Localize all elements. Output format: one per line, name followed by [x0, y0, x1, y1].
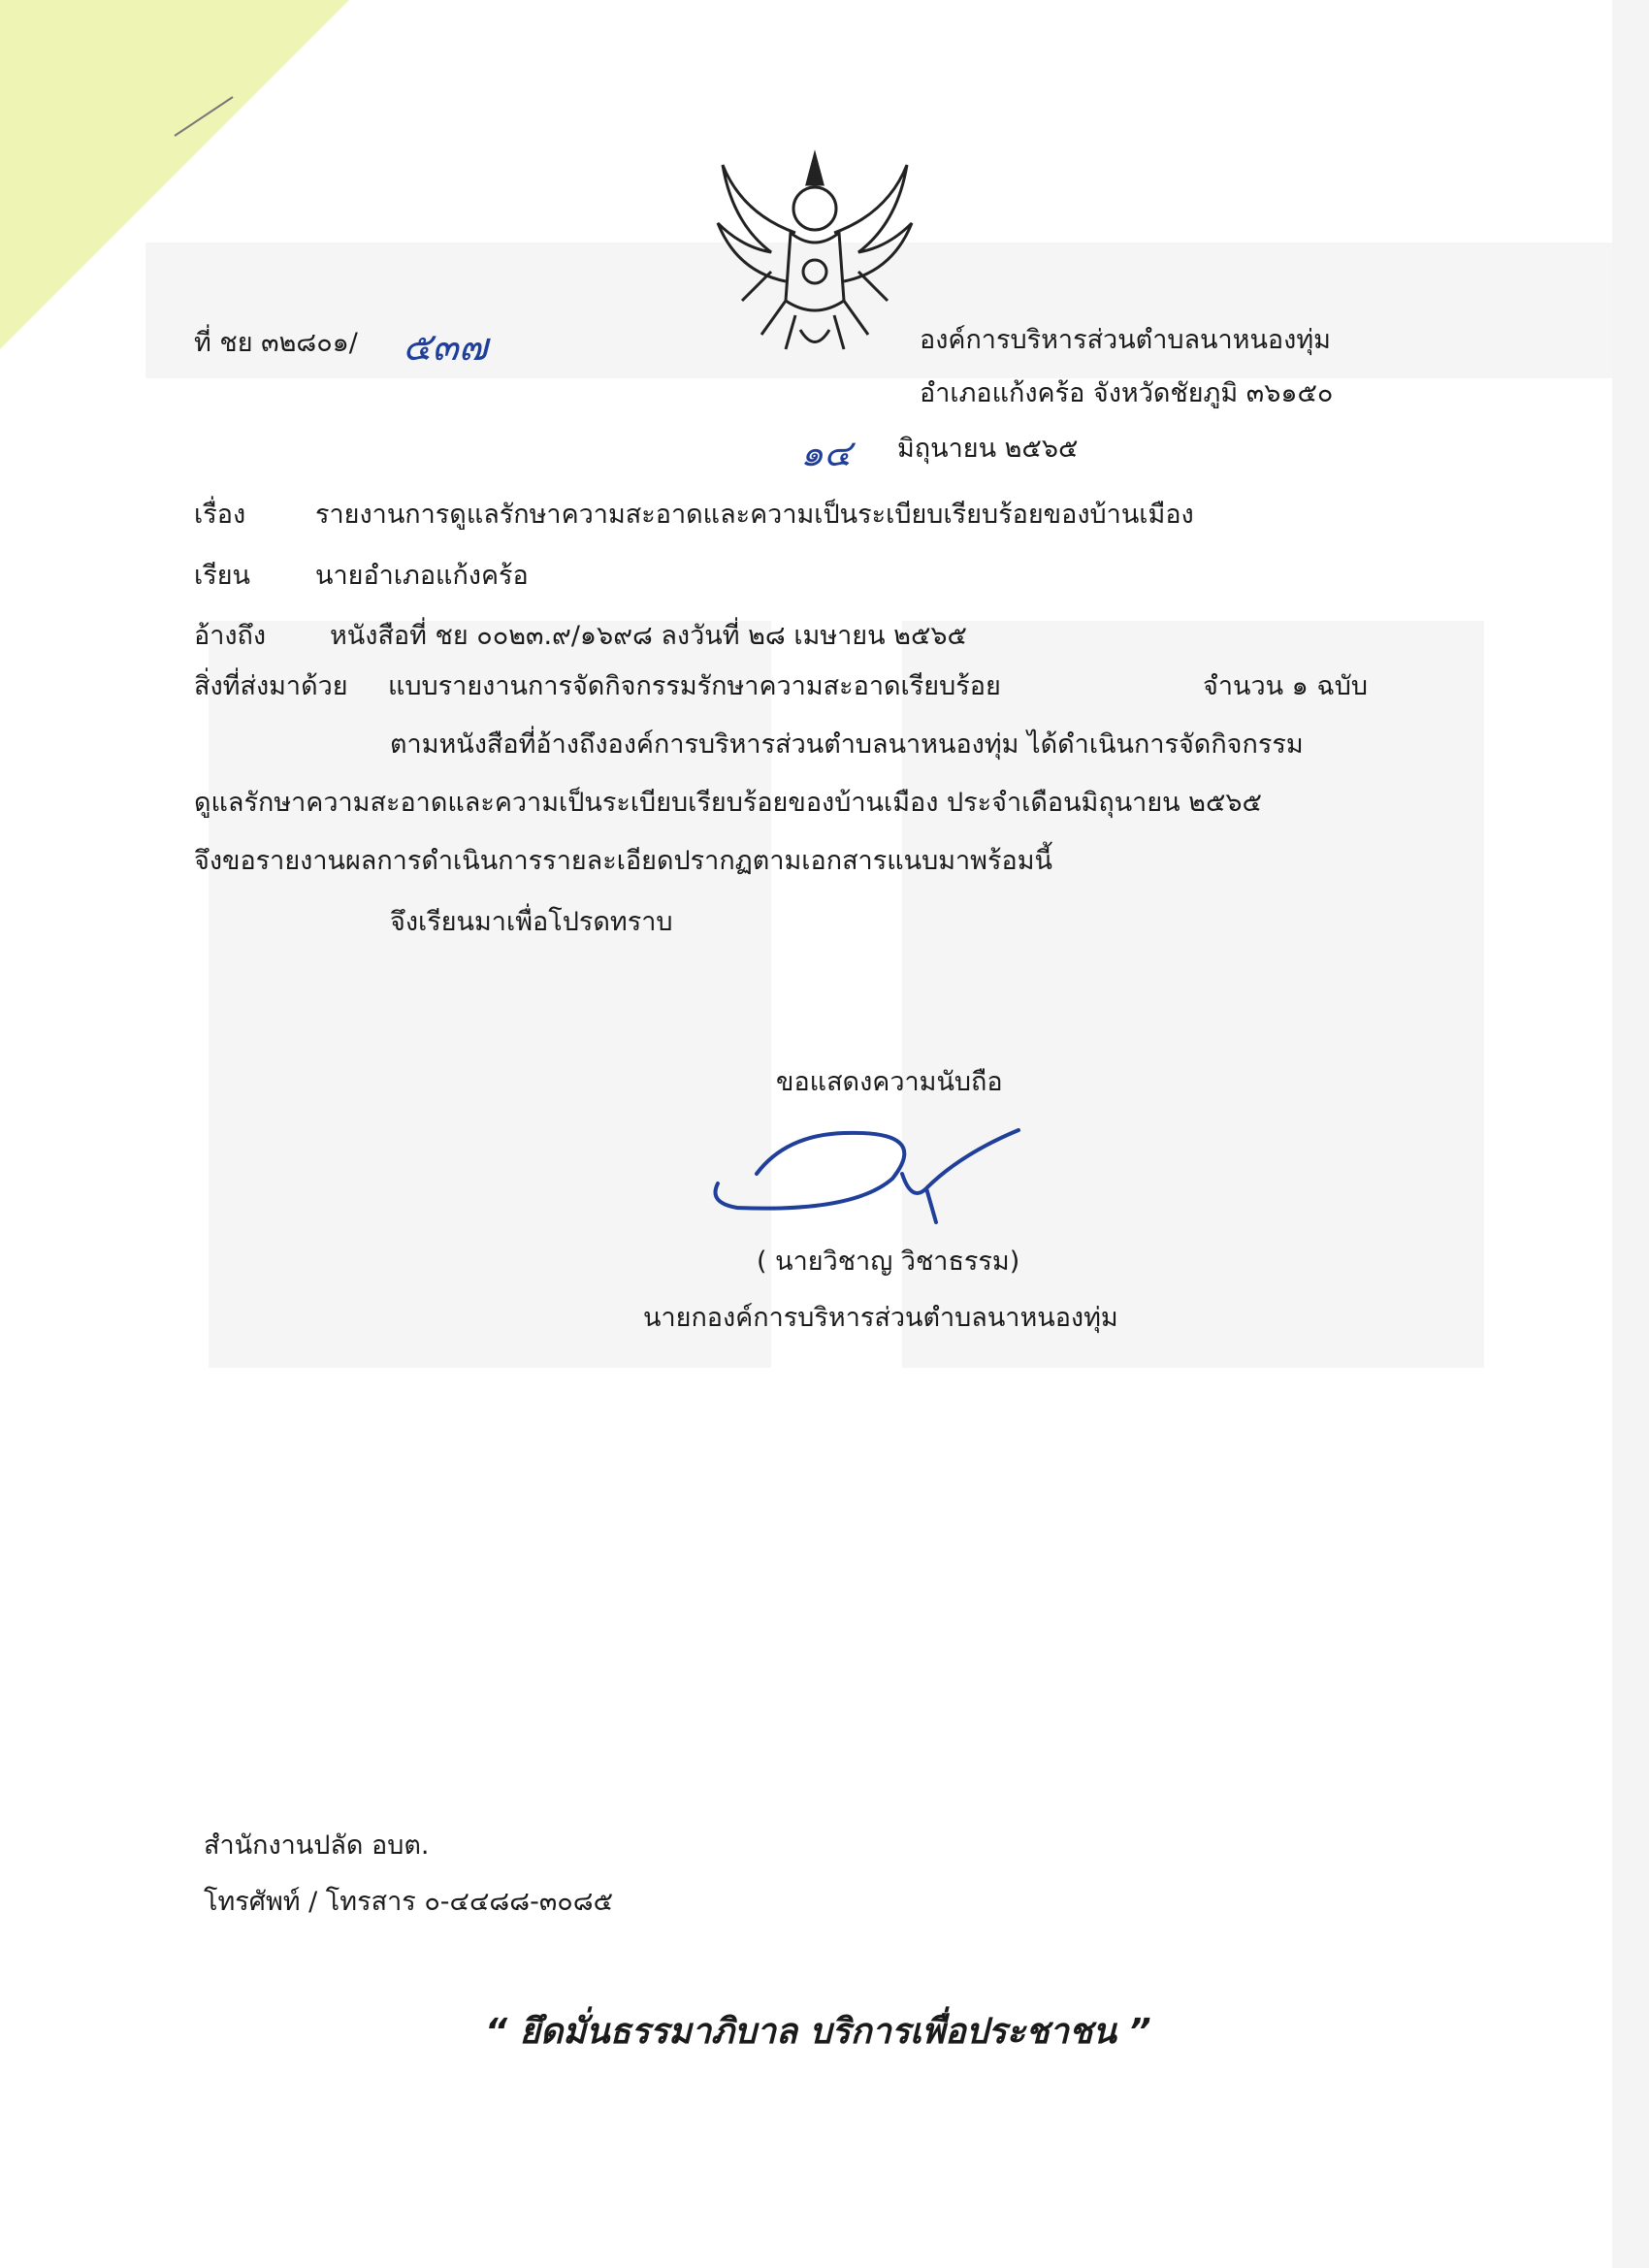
org-name: องค์การบริหารส่วนตำบลนาหนองทุ่ม — [920, 325, 1331, 355]
signer-position: นายกองค์การบริหารส่วนตำบลนาหนองทุ่ม — [643, 1303, 1118, 1333]
body-line-1: ตามหนังสือที่อ้างถึงองค์การบริหารส่วนตำบลนาหนองทุ่ม ได้ดำเนินการจัดกิจกรรม — [390, 729, 1304, 760]
reference-prefix: ที่ ชย ๓๒๘๐๑/ — [194, 328, 358, 358]
subject-text: รายงานการดูแลรักษาความสะอาดและความเป็นระเบียบเรียบร้อยของบ้านเมือง — [315, 500, 1194, 530]
closing-regards: ขอแสดงความนับถือ — [776, 1067, 1003, 1097]
corner-tab — [0, 0, 359, 359]
enclosure-count: จำนวน ๑ ฉบับ — [1203, 671, 1369, 701]
enclosure-text: แบบรายงานการจัดกิจกรรมรักษาความสะอาดเรียบร้อย — [388, 671, 1001, 701]
org-address: อำเภอแก้งคร้อ จังหวัดชัยภูมิ ๓๖๑๕๐ — [920, 378, 1334, 408]
garuda-emblem-icon — [703, 136, 926, 359]
to-text: นายอำเภอแก้งคร้อ — [315, 561, 529, 591]
reference-label: อ้างถึง — [194, 621, 267, 651]
date-month-year: มิถุนายน ๒๕๖๕ — [897, 434, 1079, 464]
page-right-edge — [1612, 0, 1649, 2268]
motto: “ ยึดมั่นธรรมาภิบาล บริการเพื่อประชาชน ” — [485, 2012, 1151, 2052]
subject-label: เรื่อง — [194, 500, 246, 530]
body-line-2: ดูแลรักษาความสะอาดและความเป็นระเบียบเรียบร้อยของบ้านเมือง ประจำเดือนมิถุนายน ๒๕๖๕ — [194, 788, 1262, 818]
signature-mark — [698, 1116, 1048, 1232]
office-phone: โทรศัพท์ / โทรสาร ๐-๔๔๘๘-๓๐๘๕ — [204, 1887, 614, 1917]
closing-request: จึงเรียนมาเพื่อโปรดทราบ — [390, 907, 673, 937]
handwritten-reference-number: ๕๓๗ — [403, 325, 488, 370]
reference-number — [194, 328, 358, 359]
signer-name: ( นายวิชาญ วิชาธรรม) — [757, 1247, 1020, 1277]
reference-text: หนังสือที่ ชย ๐๐๒๓.๙/๑๖๙๘ ลงวันที่ ๒๘ เมษายน ๒๕๖๕ — [330, 621, 967, 651]
body-line-3: จึงขอรายงานผลการดำเนินการรายละเอียดปรากฏตามเอกสารแนบมาพร้อมนี้ — [194, 846, 1052, 876]
to-label: เรียน — [194, 561, 251, 591]
office-name: สำนักงานปลัด อบต. — [204, 1831, 430, 1861]
handwritten-date-day: ๑๔ — [800, 432, 852, 474]
enclosure-label: สิ่งที่ส่งมาด้วย — [194, 671, 348, 701]
